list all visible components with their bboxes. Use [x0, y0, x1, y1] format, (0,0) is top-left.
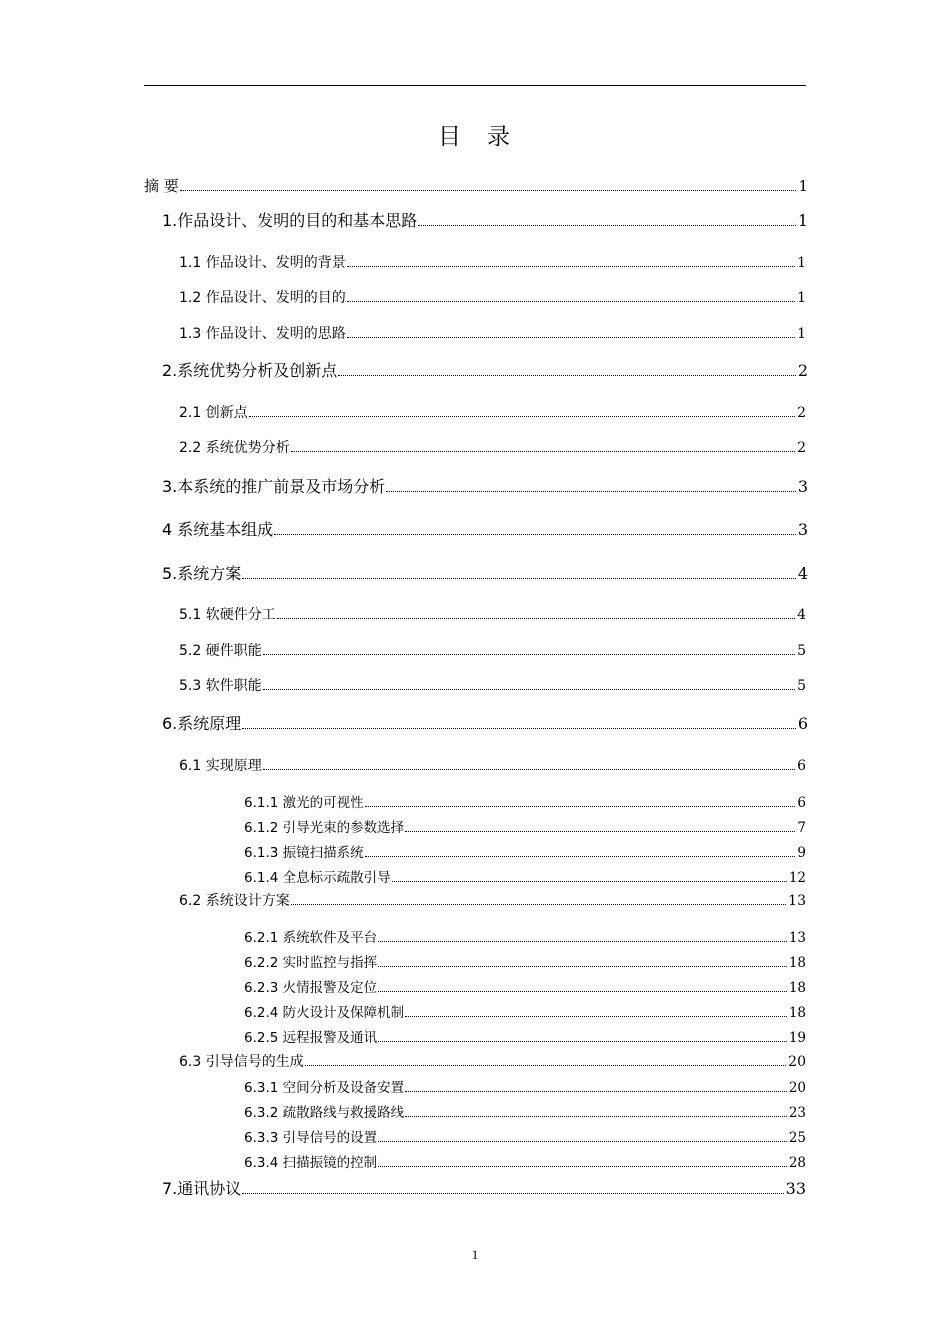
- toc-entry-page: 33: [785, 1179, 806, 1198]
- toc-entry-page: 13: [788, 893, 806, 909]
- toc-leader-dots: [405, 1016, 787, 1017]
- toc-entry-page: 18: [788, 1005, 806, 1021]
- toc-entry-page: 20: [788, 1080, 806, 1096]
- toc-entry-label: 6.1.2 引导光束的参数选择: [244, 820, 405, 836]
- toc-leader-dots: [405, 1091, 787, 1092]
- toc-entry-page: 13: [788, 930, 806, 946]
- toc-entry[interactable]: [244, 791, 806, 811]
- toc-entry[interactable]: [179, 890, 806, 910]
- toc-entry-label: 2.2 系统优势分析: [179, 440, 290, 456]
- toc-entry[interactable]: [244, 1076, 806, 1096]
- toc-entry-label: 6.2.1 系统软件及平台: [244, 930, 378, 946]
- toc-entry[interactable]: [244, 866, 806, 886]
- toc-entry-page: 1: [798, 177, 808, 195]
- toc-entry[interactable]: [179, 640, 806, 660]
- toc-leader-dots: [405, 1116, 787, 1117]
- toc-entry-page: 18: [788, 955, 806, 971]
- toc-entry[interactable]: [244, 926, 806, 946]
- toc-entry-label: 4 系统基本组成: [162, 520, 274, 539]
- toc-entry[interactable]: [179, 755, 806, 775]
- toc-entry-page: 12: [788, 870, 806, 886]
- toc-entry-page: 1: [797, 326, 806, 342]
- toc-leader-dots: [392, 881, 787, 882]
- toc-entry[interactable]: [244, 1151, 806, 1171]
- toc-entry-page: 6: [797, 714, 808, 733]
- toc-entry[interactable]: [244, 1026, 806, 1046]
- toc-entry-label: 6.1 实现原理: [179, 758, 262, 774]
- toc-leader-dots: [347, 301, 795, 302]
- toc-entry-page: 5: [797, 643, 806, 659]
- toc-entry-label: 6.1.4 全息标示疏散引导: [244, 870, 391, 886]
- toc-entry-label: 1.2 作品设计、发明的目的: [179, 290, 346, 306]
- toc-entry[interactable]: [244, 841, 806, 861]
- toc-entry[interactable]: [162, 711, 808, 734]
- toc-entry-label: 6.2.3 火情报警及定位: [244, 980, 378, 996]
- toc-entry-label: 1.3 作品设计、发明的思路: [179, 326, 346, 342]
- toc-entry-label: 5.系统方案: [162, 564, 242, 583]
- toc-leader-dots: [277, 618, 795, 619]
- toc-leader-dots: [365, 856, 796, 857]
- toc-entry-label: 2.系统优势分析及创新点: [162, 361, 338, 380]
- toc-entry[interactable]: [179, 287, 806, 307]
- toc-entry-page: 3: [797, 477, 808, 496]
- toc-entry-label: 1.1 作品设计、发明的背景: [179, 255, 346, 271]
- toc-entry-label: 5.1 软硬件分工: [179, 607, 276, 623]
- toc-entry[interactable]: [244, 976, 806, 996]
- toc-entry[interactable]: [162, 561, 808, 584]
- toc-leader-dots: [180, 190, 797, 191]
- toc-entry-label: 7.通讯协议: [162, 1179, 242, 1198]
- toc-entry-page: 2: [797, 440, 806, 456]
- toc-entry-page: 1: [797, 211, 808, 230]
- toc-title-char-2: 录: [487, 124, 512, 150]
- toc-leader-dots: [347, 337, 795, 338]
- toc-entry-label: 6.3 引导信号的生成: [179, 1054, 304, 1070]
- toc-entry[interactable]: [179, 402, 806, 422]
- page-number: 1: [471, 1247, 479, 1262]
- toc-entry-page: 4: [797, 564, 808, 583]
- toc-leader-dots: [347, 266, 795, 267]
- toc-entry[interactable]: [162, 358, 808, 381]
- toc-leader-dots: [263, 654, 795, 655]
- toc-entry-page: 20: [788, 1054, 806, 1070]
- toc-entry-page: 6: [797, 758, 806, 774]
- toc-entry[interactable]: [179, 604, 806, 624]
- toc-title: [0, 120, 950, 154]
- toc-entry[interactable]: [144, 175, 808, 196]
- toc-entry-label: 6.3.1 空间分析及设备安置: [244, 1080, 405, 1096]
- toc-entry[interactable]: [162, 1176, 806, 1199]
- toc-entry-label: 3.本系统的推广前景及市场分析: [162, 477, 386, 496]
- toc-entry-label: 6.系统原理: [162, 714, 242, 733]
- toc-leader-dots: [263, 689, 795, 690]
- toc-entry-label: 2.1 创新点: [179, 405, 248, 421]
- toc-entry-page: 5: [797, 678, 806, 694]
- toc-entry-label: 6.2 系统设计方案: [179, 893, 290, 909]
- toc-leader-dots: [378, 1141, 787, 1142]
- toc-leader-dots: [418, 225, 796, 226]
- toc-entry-page: 2: [797, 405, 806, 421]
- toc-leader-dots: [291, 451, 795, 452]
- toc-leader-dots: [378, 1166, 787, 1167]
- toc-entry-page: 19: [788, 1030, 806, 1046]
- toc-entry-page: 3: [797, 520, 808, 539]
- toc-leader-dots: [378, 966, 787, 967]
- toc-leader-dots: [378, 991, 787, 992]
- toc-entry-page: 23: [788, 1105, 806, 1121]
- toc-leader-dots: [249, 416, 795, 417]
- toc-entry-page: 9: [797, 845, 806, 861]
- toc-entry-label: 6.2.5 远程报警及通讯: [244, 1030, 378, 1046]
- toc-entry-label: 1.作品设计、发明的目的和基本思路: [162, 211, 418, 230]
- toc-leader-dots: [378, 1041, 787, 1042]
- toc-entry[interactable]: [179, 437, 806, 457]
- toc-leader-dots: [242, 578, 796, 579]
- toc-entry[interactable]: [179, 675, 806, 695]
- toc-entry[interactable]: [162, 517, 808, 540]
- toc-entry[interactable]: [244, 1126, 806, 1146]
- toc-entry-page: 1: [797, 290, 806, 306]
- toc-entry-label: 摘 要: [144, 177, 179, 195]
- toc-entry-page: 7: [797, 820, 806, 836]
- toc-leader-dots: [365, 806, 796, 807]
- toc-entry-label: 5.3 软件职能: [179, 678, 262, 694]
- toc-leader-dots: [274, 534, 796, 535]
- toc-entry[interactable]: [179, 323, 806, 343]
- toc-leader-dots: [405, 831, 795, 832]
- toc-entry[interactable]: [244, 816, 806, 836]
- toc-entry[interactable]: [162, 208, 808, 231]
- toc-leader-dots: [378, 941, 787, 942]
- toc-entry[interactable]: [244, 1001, 806, 1021]
- toc-entry-page: 28: [788, 1155, 806, 1171]
- toc-title-char-1: 目: [438, 124, 463, 150]
- toc-entry-label: 6.3.2 疏散路线与救援路线: [244, 1105, 405, 1121]
- toc-entry-label: 5.2 硬件职能: [179, 643, 262, 659]
- toc-entry-label: 6.3.3 引导信号的设置: [244, 1130, 378, 1146]
- toc-entry[interactable]: [179, 1051, 806, 1071]
- toc-entry-page: 6: [797, 795, 806, 811]
- toc-entry-label: 6.1.3 振镜扫描系统: [244, 845, 364, 861]
- toc-leader-dots: [242, 728, 796, 729]
- toc-entry-page: 18: [788, 980, 806, 996]
- toc-entry[interactable]: [179, 252, 806, 272]
- header-rule: [144, 85, 806, 86]
- toc-entry[interactable]: [244, 951, 806, 971]
- toc-leader-dots: [386, 491, 796, 492]
- toc-entry-page: 1: [797, 255, 806, 271]
- toc-leader-dots: [263, 769, 795, 770]
- toc-entry-page: 4: [797, 607, 806, 623]
- toc-leader-dots: [305, 1065, 786, 1066]
- toc-entry-page: 2: [797, 361, 808, 380]
- toc-entry[interactable]: [162, 474, 808, 497]
- toc-entry-label: 6.3.4 扫描振镜的控制: [244, 1155, 378, 1171]
- toc-entry-label: 6.2.2 实时监控与指挥: [244, 955, 378, 971]
- toc-entry-label: 6.2.4 防火设计及保障机制: [244, 1005, 405, 1021]
- toc-leader-dots: [338, 375, 796, 376]
- toc-entry-label: 6.1.1 激光的可视性: [244, 795, 364, 811]
- toc-entry-page: 25: [788, 1130, 806, 1146]
- toc-leader-dots: [242, 1193, 783, 1194]
- toc-leader-dots: [291, 904, 786, 905]
- toc-entry[interactable]: [244, 1101, 806, 1121]
